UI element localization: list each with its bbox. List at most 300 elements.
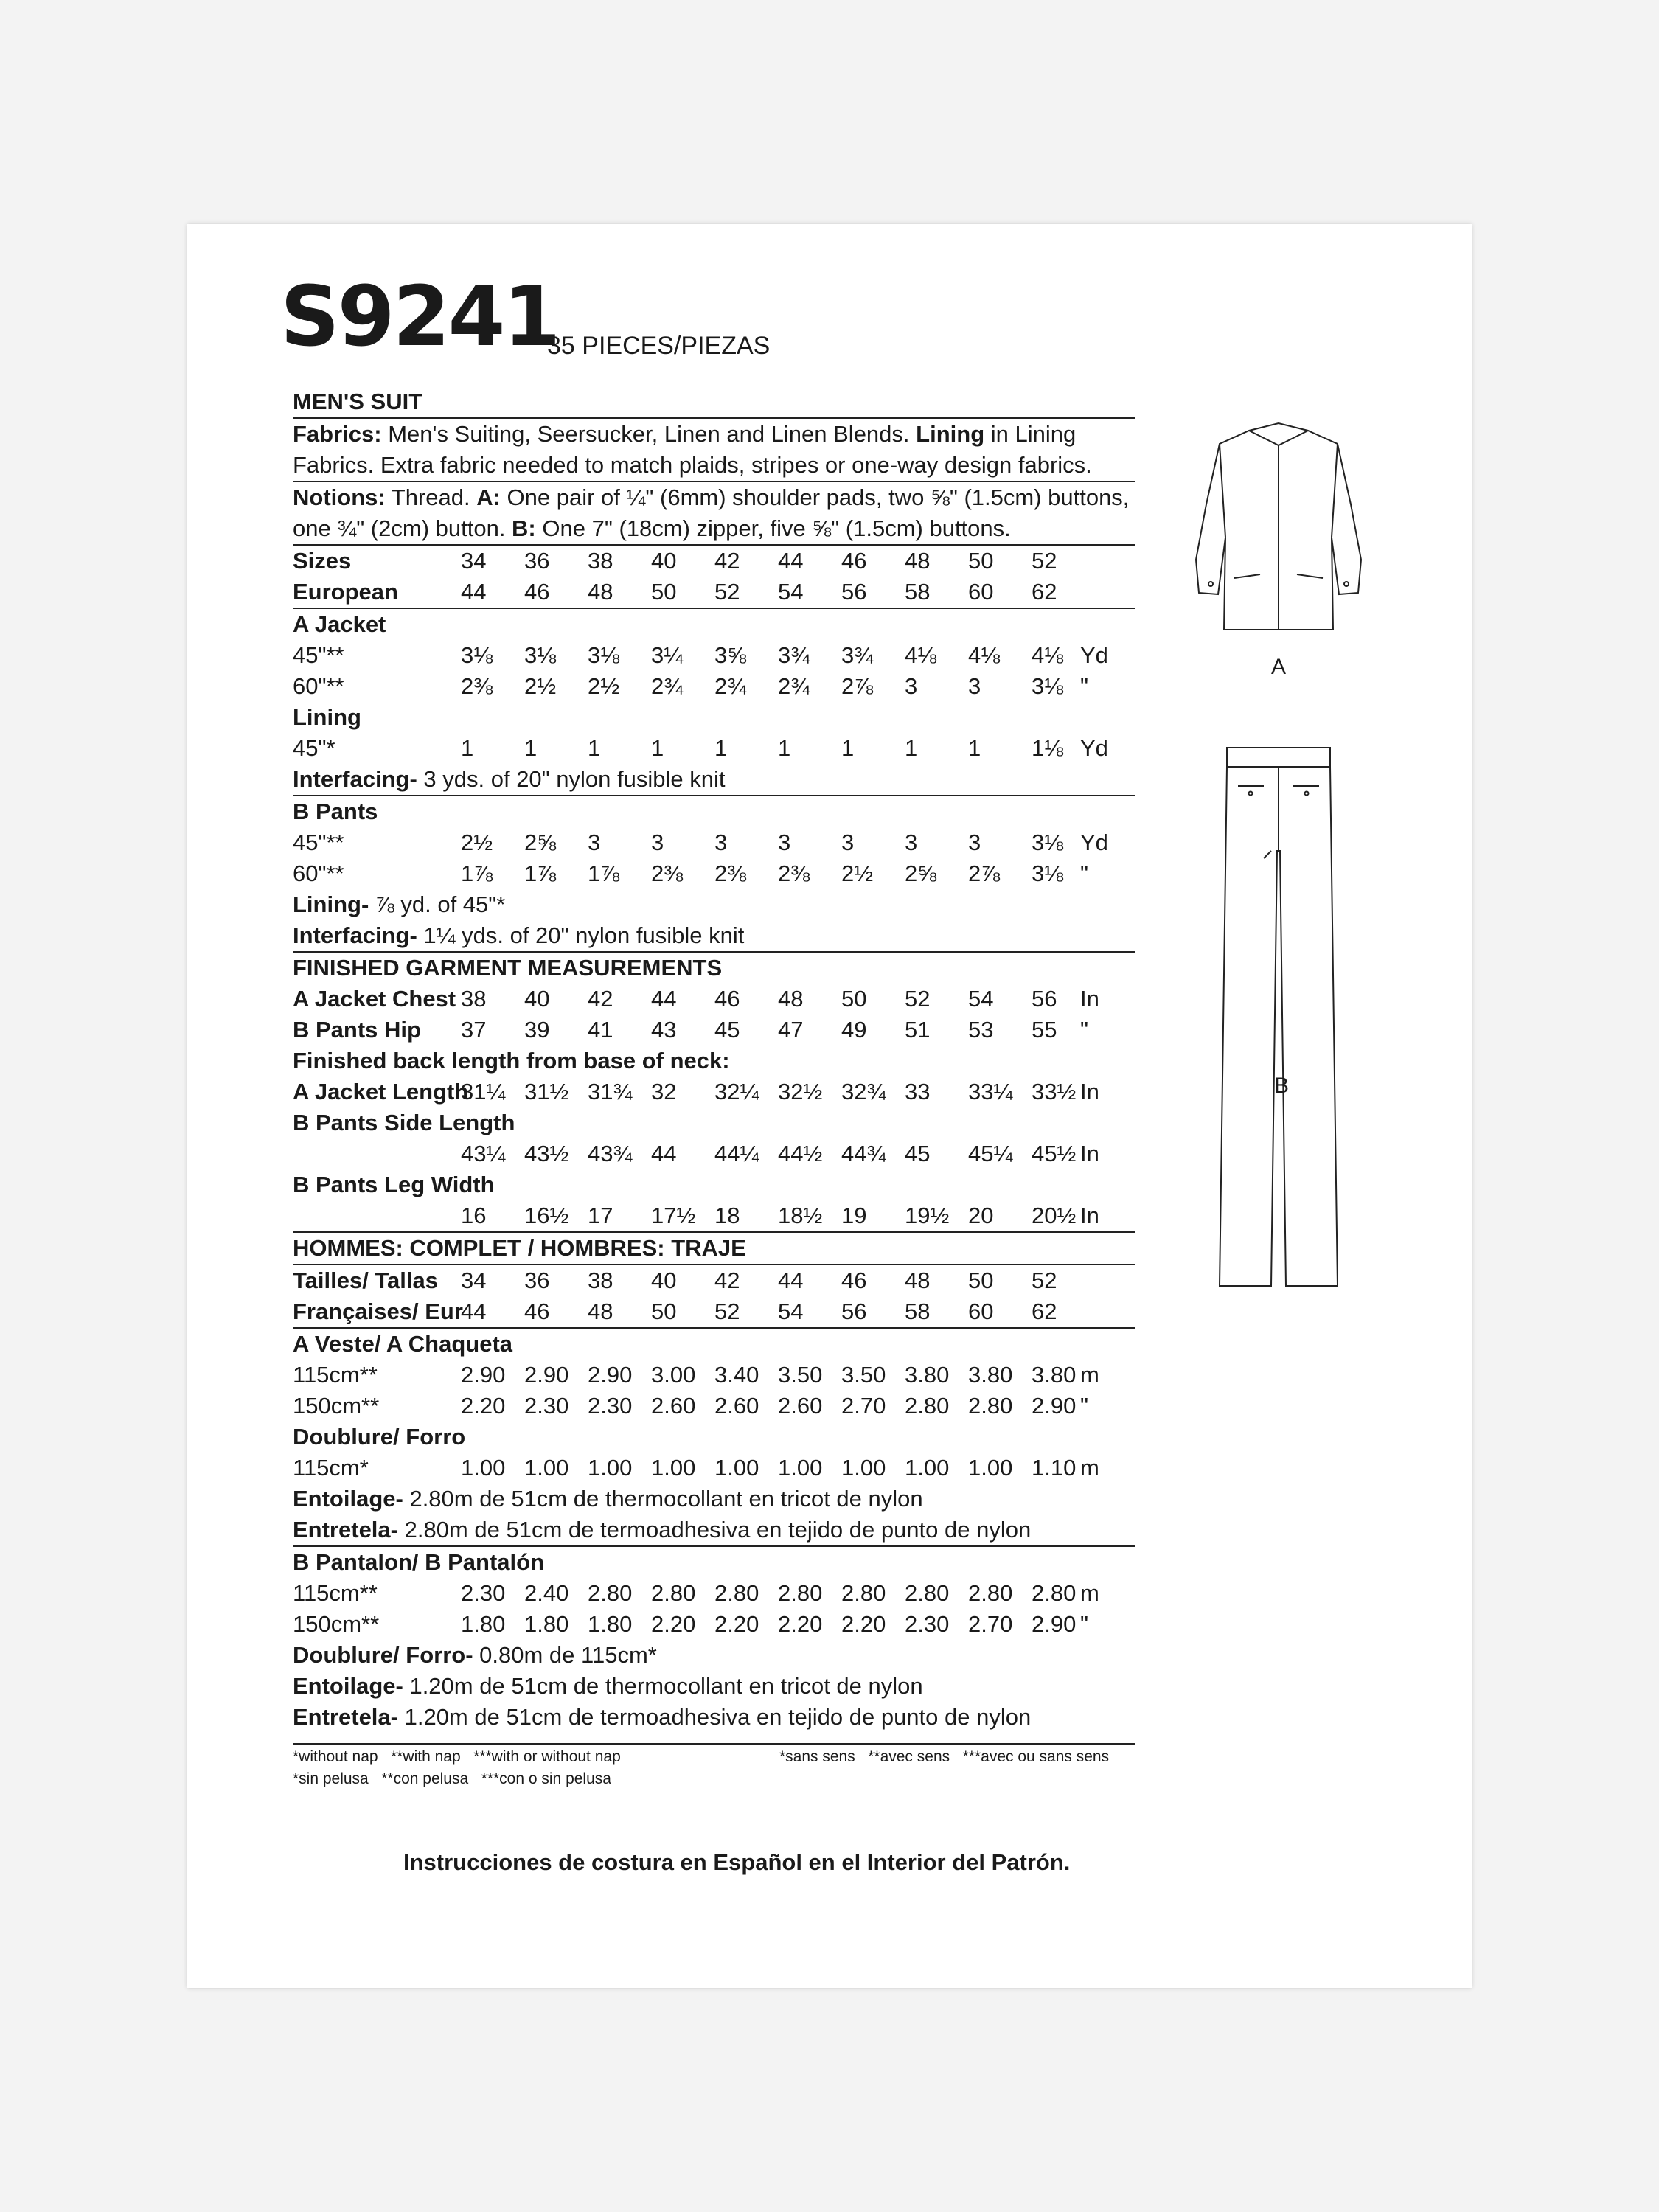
table-cell: 52 <box>1032 548 1057 574</box>
table-cell: 3.80 <box>905 1362 950 1388</box>
table-cell: 2.90 <box>588 1362 633 1388</box>
piece-count: 35 PIECES/PIEZAS <box>547 332 771 360</box>
unit-cell: In <box>1080 986 1099 1012</box>
table-cell: 18 <box>714 1203 740 1228</box>
table-cell: 17 <box>588 1203 613 1228</box>
table-cell: 2.90 <box>1032 1611 1077 1637</box>
table-cell: 2½ <box>461 830 493 855</box>
table-cell: 47 <box>778 1017 804 1043</box>
table-cell: 2.80 <box>905 1580 950 1606</box>
garment-title: MEN'S SUIT <box>293 386 1135 419</box>
notions-b-label: B: <box>512 515 536 541</box>
table-cell: 54 <box>778 579 804 605</box>
table-cell: 33¼ <box>968 1079 1013 1105</box>
table-cell: 3.50 <box>778 1362 823 1388</box>
table-cell: 44 <box>461 579 487 605</box>
table-cell: 44 <box>778 548 804 574</box>
table-cell: 3⅛ <box>1032 673 1064 699</box>
table-cell: 1⅞ <box>588 860 620 886</box>
row-label: A Veste/ A Chaqueta <box>293 1331 513 1357</box>
table-row <box>293 671 1135 702</box>
table-cell: 1 <box>588 735 601 761</box>
table-row <box>293 1233 1135 1265</box>
unit-cell: In <box>1080 1203 1099 1228</box>
table-cell: 48 <box>905 1267 931 1293</box>
table-row <box>293 1514 1135 1547</box>
notions-label: Notions: <box>293 484 386 510</box>
yardage-table <box>293 386 1135 1801</box>
table-row <box>293 1265 1135 1296</box>
table-cell: 1 <box>651 735 664 761</box>
view-a-label: A <box>1270 655 1286 679</box>
table-cell: 2.60 <box>778 1393 823 1419</box>
fabrics-text: Men's Suiting, Seersucker, Linen and Linen Blends. <box>381 421 917 447</box>
table-cell: 2⅞ <box>841 673 874 699</box>
row-label: B Pants <box>293 799 378 824</box>
row-label: B Pants Leg Width <box>293 1172 495 1197</box>
unit-cell: " <box>1080 1393 1089 1419</box>
row-label: Entretela- 2.80m de 51cm de termoadhesiva en tejido de punto de nylon <box>293 1517 1032 1543</box>
footnote-es: *sin pelusa **con pelusa ***con o sin pelusa <box>293 1770 611 1787</box>
footnote-fr: *sans sens **avec sens ***avec ou sans sens <box>779 1748 1110 1765</box>
table-cell: 33 <box>905 1079 931 1105</box>
table-cell: 62 <box>1032 1298 1057 1324</box>
table-cell: 3.80 <box>968 1362 1013 1388</box>
table-cell: 51 <box>905 1017 931 1043</box>
table-cell: 3⅝ <box>714 642 747 668</box>
table-cell: 2.80 <box>588 1580 633 1606</box>
table-cell: 2.80 <box>841 1580 886 1606</box>
table-cell: 2.90 <box>461 1362 506 1388</box>
table-cell: 48 <box>588 579 613 605</box>
table-row <box>293 953 1135 984</box>
table-cell: 3⅛ <box>461 642 493 668</box>
table-row <box>293 1360 1135 1391</box>
table-row <box>293 546 1135 577</box>
unit-cell: " <box>1080 1611 1089 1637</box>
table-cell: 52 <box>714 579 740 605</box>
table-cell: 31¾ <box>588 1079 633 1105</box>
table-row <box>293 1200 1135 1233</box>
row-label: 45"** <box>293 830 344 855</box>
table-cell: 1.00 <box>651 1455 696 1481</box>
row-label: Interfacing- 1¼ yds. of 20" nylon fusible knit <box>293 922 745 948</box>
table-cell: 32¾ <box>841 1079 886 1105</box>
pattern-envelope-back <box>187 224 1472 1988</box>
unit-cell: Yd <box>1080 830 1108 855</box>
table-cell: 1.80 <box>588 1611 633 1637</box>
table-cell: 2.20 <box>841 1611 886 1637</box>
table-cell: 2.90 <box>1032 1393 1077 1419</box>
row-label: Lining- ⅞ yd. of 45"* <box>293 891 506 917</box>
table-cell: 3⅛ <box>1032 830 1064 855</box>
table-cell: 52 <box>714 1298 740 1324</box>
table-cell: 2.70 <box>968 1611 1013 1637</box>
table-cell: 3¾ <box>778 642 810 668</box>
row-label: Sizes <box>293 548 352 574</box>
row-label: 115cm** <box>293 1580 378 1606</box>
table-cell: 19½ <box>905 1203 950 1228</box>
table-cell: 46 <box>524 579 550 605</box>
table-cell: 2⅞ <box>968 860 1001 886</box>
unit-cell: " <box>1080 860 1089 886</box>
table-cell: 1.00 <box>778 1455 823 1481</box>
table-row <box>293 640 1135 671</box>
table-cell: 43¾ <box>588 1141 633 1166</box>
table-row <box>293 796 1135 827</box>
table-cell: 46 <box>841 1267 867 1293</box>
notions-a-label: A: <box>476 484 501 510</box>
table-cell: 3.80 <box>1032 1362 1077 1388</box>
table-cell: 1 <box>714 735 728 761</box>
table-row <box>293 827 1135 858</box>
table-cell: 48 <box>588 1298 613 1324</box>
table-cell: 1 <box>778 735 791 761</box>
table-cell: 43 <box>651 1017 677 1043</box>
table-cell: 1⅞ <box>461 860 493 886</box>
table-cell: 50 <box>651 1298 677 1324</box>
table-cell: 56 <box>841 1298 867 1324</box>
table-cell: 3 <box>588 830 601 855</box>
table-cell: 2.60 <box>651 1393 696 1419</box>
table-cell: 1.80 <box>461 1611 506 1637</box>
table-cell: 2.20 <box>651 1611 696 1637</box>
table-cell: 1 <box>841 735 855 761</box>
table-cell: 3 <box>905 830 918 855</box>
view-b-label: B <box>1273 1074 1289 1098</box>
table-cell: 44½ <box>778 1141 823 1166</box>
english-rows <box>293 546 1135 1233</box>
row-label: Doublure/ Forro <box>293 1424 466 1450</box>
row-label: 150cm** <box>293 1393 380 1419</box>
table-cell: 2⅜ <box>651 860 684 886</box>
row-label: Entoilage- 2.80m de 51cm de thermocollant en tricot de nylon <box>293 1486 923 1512</box>
table-cell: 44¾ <box>841 1141 886 1166</box>
fabrics-text-2: in Lining Fabrics. Extra fabric needed to match plaids, stripes or one-way design fabrics. <box>293 421 1092 478</box>
table-cell: 2.20 <box>714 1611 759 1637</box>
table-cell: 2.80 <box>714 1580 759 1606</box>
table-cell: 1.00 <box>905 1455 950 1481</box>
row-label: Lining <box>293 704 361 730</box>
table-cell: 42 <box>714 548 740 574</box>
table-row <box>293 1107 1135 1138</box>
table-cell: 3 <box>778 830 791 855</box>
table-cell: 1.80 <box>524 1611 569 1637</box>
table-cell: 43¼ <box>461 1141 506 1166</box>
table-cell: 2½ <box>588 673 620 699</box>
table-cell: 38 <box>588 548 613 574</box>
table-cell: 2.80 <box>778 1580 823 1606</box>
table-cell: 44 <box>651 986 677 1012</box>
pattern-number: S9241 <box>280 269 559 365</box>
table-cell: 46 <box>524 1298 550 1324</box>
table-cell: 2⅝ <box>524 830 557 855</box>
table-cell: 43½ <box>524 1141 569 1166</box>
table-cell: 4⅛ <box>968 642 1001 668</box>
table-row <box>293 1138 1135 1169</box>
table-cell: 42 <box>714 1267 740 1293</box>
table-cell: 1 <box>524 735 538 761</box>
table-cell: 56 <box>841 579 867 605</box>
table-row <box>293 1640 1135 1671</box>
row-label: 150cm** <box>293 1611 380 1637</box>
table-row <box>293 889 1135 920</box>
table-cell: 41 <box>588 1017 613 1043</box>
jacket-illustration <box>1168 416 1389 652</box>
pants-illustration <box>1212 740 1345 1293</box>
table-cell: 3⅛ <box>524 642 557 668</box>
spanish-instructions-note: Instrucciones de costura en Español en el Interior del Patrón. <box>403 1849 1071 1875</box>
table-cell: 2½ <box>841 860 874 886</box>
table-cell: 34 <box>461 1267 487 1293</box>
table-cell: 3 <box>714 830 728 855</box>
row-label: B Pants Hip <box>293 1017 421 1043</box>
table-cell: 1⅛ <box>1032 735 1064 761</box>
table-cell: 48 <box>778 986 804 1012</box>
table-cell: 1.10 <box>1032 1455 1077 1481</box>
table-cell: 45½ <box>1032 1141 1077 1166</box>
table-cell: 1 <box>968 735 981 761</box>
table-cell: 1 <box>461 735 474 761</box>
table-cell: 2⅜ <box>461 673 493 699</box>
row-label: Finished back length from base of neck: <box>293 1048 730 1074</box>
footnotes <box>293 1743 1135 1801</box>
notions-section <box>293 482 1135 546</box>
table-cell: 60 <box>968 579 994 605</box>
table-cell: 44 <box>778 1267 804 1293</box>
table-cell: 55 <box>1032 1017 1057 1043</box>
table-cell: 32¼ <box>714 1079 759 1105</box>
row-label: Entoilage- 1.20m de 51cm de thermocollant en tricot de nylon <box>293 1673 923 1699</box>
table-row <box>293 920 1135 953</box>
table-row <box>293 702 1135 733</box>
fabrics-label: Fabrics: <box>293 421 382 447</box>
row-label: FINISHED GARMENT MEASUREMENTS <box>293 955 723 981</box>
table-cell: 33½ <box>1032 1079 1077 1105</box>
table-cell: 18½ <box>778 1203 823 1228</box>
lining-label: Lining <box>916 421 985 447</box>
table-cell: 2.20 <box>461 1393 506 1419</box>
table-row <box>293 1702 1135 1733</box>
table-cell: 2.80 <box>1032 1580 1077 1606</box>
table-cell: 45 <box>905 1141 931 1166</box>
table-cell: 3 <box>905 673 918 699</box>
table-cell: 16 <box>461 1203 487 1228</box>
table-cell: 1.00 <box>841 1455 886 1481</box>
table-cell: 2.80 <box>968 1393 1013 1419</box>
table-cell: 38 <box>461 986 487 1012</box>
table-cell: 3 <box>968 830 981 855</box>
table-cell: 3 <box>651 830 664 855</box>
table-cell: 2.20 <box>778 1611 823 1637</box>
footnote-en: *without nap **with nap ***with or without nap <box>293 1748 621 1765</box>
table-row <box>293 984 1135 1015</box>
row-label: 60"** <box>293 860 344 886</box>
row-label: Interfacing- 3 yds. of 20" nylon fusible knit <box>293 766 726 792</box>
table-cell: 2⅝ <box>905 860 937 886</box>
table-cell: 2⅜ <box>778 860 810 886</box>
table-cell: 3⅛ <box>1032 860 1064 886</box>
table-cell: 58 <box>905 579 931 605</box>
table-row <box>293 1046 1135 1077</box>
table-cell: 52 <box>1032 1267 1057 1293</box>
row-label: European <box>293 579 398 605</box>
table-row <box>293 1329 1135 1360</box>
table-cell: 1⅞ <box>524 860 557 886</box>
table-cell: 3 <box>968 673 981 699</box>
table-cell: 2.80 <box>905 1393 950 1419</box>
table-cell: 2.30 <box>588 1393 633 1419</box>
unit-cell: " <box>1080 673 1089 699</box>
notions-text: Thread. <box>385 484 477 510</box>
row-label: 45"* <box>293 735 335 761</box>
table-cell: 1 <box>905 735 918 761</box>
table-cell: 2.90 <box>524 1362 569 1388</box>
table-row <box>293 1169 1135 1200</box>
table-cell: 44¼ <box>714 1141 759 1166</box>
unit-cell: In <box>1080 1079 1099 1105</box>
table-cell: 39 <box>524 1017 550 1043</box>
table-row <box>293 1422 1135 1453</box>
table-row <box>293 1391 1135 1422</box>
table-cell: 2.30 <box>461 1580 506 1606</box>
table-cell: 20 <box>968 1203 994 1228</box>
table-cell: 3.50 <box>841 1362 886 1388</box>
table-row <box>293 764 1135 796</box>
unit-cell: m <box>1080 1455 1099 1481</box>
table-cell: 2.60 <box>714 1393 759 1419</box>
table-row <box>293 1609 1135 1640</box>
table-row <box>293 1578 1135 1609</box>
table-cell: 54 <box>778 1298 804 1324</box>
row-label: 115cm** <box>293 1362 378 1388</box>
table-cell: 1.00 <box>461 1455 506 1481</box>
table-cell: 2.30 <box>524 1393 569 1419</box>
table-cell: 62 <box>1032 579 1057 605</box>
table-row <box>293 858 1135 889</box>
row-label: Entretela- 1.20m de 51cm de termoadhesiva en tejido de punto de nylon <box>293 1704 1032 1730</box>
unit-cell: m <box>1080 1580 1099 1606</box>
table-cell: 16½ <box>524 1203 569 1228</box>
table-cell: 3.00 <box>651 1362 696 1388</box>
row-label: Doublure/ Forro- 0.80m de 115cm* <box>293 1642 657 1668</box>
table-cell: 2⅜ <box>714 860 747 886</box>
table-cell: 40 <box>524 986 550 1012</box>
row-label: 45"** <box>293 642 344 668</box>
row-label: 115cm* <box>293 1455 369 1481</box>
table-cell: 2.30 <box>905 1611 950 1637</box>
row-label: A Jacket Length <box>293 1079 469 1105</box>
table-row <box>293 733 1135 764</box>
table-cell: 4⅛ <box>1032 642 1064 668</box>
table-cell: 2.40 <box>524 1580 569 1606</box>
table-cell: 53 <box>968 1017 994 1043</box>
table-row <box>293 1547 1135 1578</box>
table-cell: 38 <box>588 1267 613 1293</box>
table-cell: 1.00 <box>968 1455 1013 1481</box>
row-label: HOMMES: COMPLET / HOMBRES: TRAJE <box>293 1235 746 1261</box>
table-cell: 49 <box>841 1017 867 1043</box>
french-rows <box>293 1233 1135 1733</box>
table-cell: 50 <box>968 548 994 574</box>
table-cell: 48 <box>905 548 931 574</box>
unit-cell: In <box>1080 1141 1099 1166</box>
table-cell: 1.00 <box>588 1455 633 1481</box>
row-label: 60"** <box>293 673 344 699</box>
table-cell: 32½ <box>778 1079 823 1105</box>
fabrics-section <box>293 419 1135 482</box>
table-cell: 52 <box>905 986 931 1012</box>
table-cell: 37 <box>461 1017 487 1043</box>
table-cell: 2½ <box>524 673 557 699</box>
table-cell: 3 <box>841 830 855 855</box>
table-cell: 58 <box>905 1298 931 1324</box>
table-row <box>293 1015 1135 1046</box>
row-label: Tailles/ Tallas <box>293 1267 439 1293</box>
table-cell: 2¾ <box>651 673 684 699</box>
row-label: Françaises/ Eur <box>293 1298 463 1324</box>
table-cell: 3.40 <box>714 1362 759 1388</box>
table-cell: 34 <box>461 548 487 574</box>
table-cell: 1.00 <box>714 1455 759 1481</box>
table-cell: 2¾ <box>778 673 810 699</box>
table-cell: 60 <box>968 1298 994 1324</box>
unit-cell: " <box>1080 1017 1089 1043</box>
table-cell: 17½ <box>651 1203 696 1228</box>
table-cell: 2.80 <box>968 1580 1013 1606</box>
table-cell: 31½ <box>524 1079 569 1105</box>
table-cell: 44 <box>651 1141 677 1166</box>
table-cell: 3⅛ <box>588 642 620 668</box>
notions-text-3: One 7" (18cm) zipper, five ⅝" (1.5cm) buttons. <box>535 515 1011 541</box>
table-cell: 4⅛ <box>905 642 937 668</box>
table-cell: 46 <box>714 986 740 1012</box>
table-cell: 3¼ <box>651 642 684 668</box>
table-cell: 32 <box>651 1079 677 1105</box>
table-cell: 2.70 <box>841 1393 886 1419</box>
row-label: A Jacket Chest <box>293 986 456 1012</box>
table-cell: 40 <box>651 1267 677 1293</box>
unit-cell: Yd <box>1080 735 1108 761</box>
table-row <box>293 1453 1135 1484</box>
table-cell: 50 <box>651 579 677 605</box>
table-cell: 20½ <box>1032 1203 1077 1228</box>
unit-cell: m <box>1080 1362 1099 1388</box>
table-cell: 31¼ <box>461 1079 506 1105</box>
table-cell: 45¼ <box>968 1141 1013 1166</box>
row-label: A Jacket <box>293 611 386 637</box>
table-cell: 2¾ <box>714 673 747 699</box>
table-row <box>293 1077 1135 1107</box>
table-cell: 40 <box>651 548 677 574</box>
row-label: B Pantalon/ B Pantalón <box>293 1549 545 1575</box>
table-cell: 2.80 <box>651 1580 696 1606</box>
table-row <box>293 1484 1135 1514</box>
table-cell: 19 <box>841 1203 867 1228</box>
table-row <box>293 1296 1135 1329</box>
table-row <box>293 609 1135 640</box>
table-cell: 42 <box>588 986 613 1012</box>
table-cell: 50 <box>968 1267 994 1293</box>
table-cell: 3¾ <box>841 642 874 668</box>
table-row <box>293 577 1135 609</box>
row-label: B Pants Side Length <box>293 1110 515 1135</box>
table-cell: 45 <box>714 1017 740 1043</box>
table-row <box>293 1671 1135 1702</box>
notions-text-2: One pair of ¼" (6mm) shoulder pads, two ⅝" (1.5cm) buttons, one ¾" (2cm) button. <box>293 484 1130 541</box>
table-cell: 36 <box>524 1267 550 1293</box>
table-cell: 44 <box>461 1298 487 1324</box>
